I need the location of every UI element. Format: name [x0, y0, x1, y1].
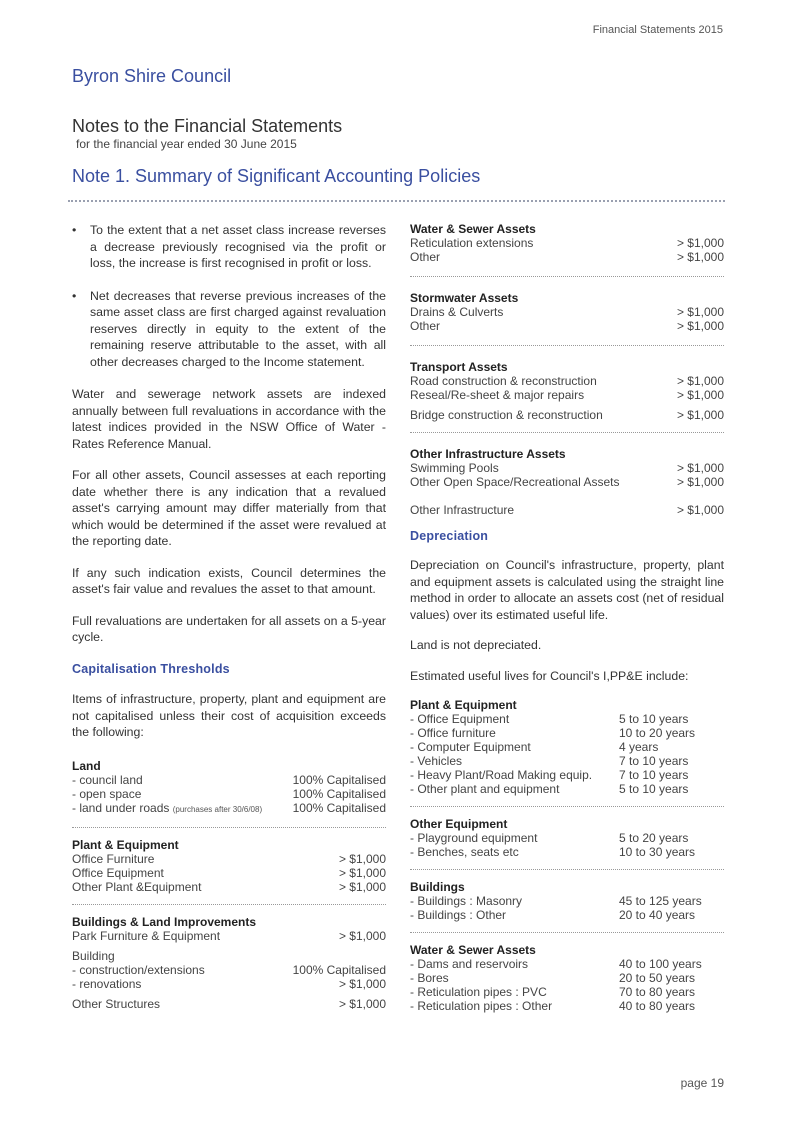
table-row: - Office Equipment 5 to 10 years — [410, 712, 689, 726]
table-row: Other Structures > $1,000 — [72, 996, 386, 1011]
bullet-text: To the extent that a net asset class increase reverses a decrease previously recognised via the profit or loss, the increase is first recognised in profit or loss. — [90, 223, 386, 270]
other-infrastructure-group — [410, 447, 724, 517]
dotted-divider — [410, 345, 724, 346]
council-name: Byron Shire Council — [72, 66, 232, 86]
paragraph: Items of infrastructure, property, plant and equipment are not capitalised unless their cost of acquisition exceeds the following: — [72, 692, 386, 739]
table-row: - Buildings : Other 20 to 40 years — [410, 908, 696, 922]
right-column — [410, 222, 724, 1013]
table-row: - Computer Equipment 4 years — [410, 740, 659, 754]
dotted-divider — [410, 932, 724, 933]
bullet-text: Net decreases that reverse previous increases of the same asset class are first charged against revaluation reserves directly in equity to the extent of the remaining reserve attributable to the asset, with all other decreases charged to the Income statement. — [90, 288, 386, 369]
table-row: - Reticulation pipes : Other 40 to 80 years — [410, 999, 696, 1013]
table-row: - Benches, seats etc 10 to 30 years — [410, 845, 696, 859]
table-row: Office Equipment > $1,000 — [72, 865, 386, 880]
table-row: - Playground equipment 5 to 20 years — [410, 831, 689, 845]
group-heading: Buildings & Land Improvements — [72, 914, 257, 929]
water-threshold-group — [410, 222, 724, 264]
useful-lives-other-equipment-group — [410, 817, 724, 859]
table-row: - Other plant and equipment 5 to 10 years — [410, 782, 689, 796]
section-heading-capitalisation: Capitalisation Thresholds — [72, 661, 230, 676]
stormwater-group — [410, 291, 724, 333]
group-heading: Other Infrastructure Assets — [410, 447, 566, 461]
table-row: Building — [72, 948, 115, 963]
paragraph: Full revaluations are undertaken for all assets on a 5-year cycle. — [72, 613, 386, 644]
table-row: - renovations > $1,000 — [72, 976, 386, 991]
land-group — [72, 759, 386, 817]
table-row: Office Furniture > $1,000 — [72, 851, 386, 866]
paragraph: If any such indication exists, Council determines the asset's fair value and revalues the asset to that amount. — [72, 565, 386, 596]
left-column — [72, 222, 386, 1011]
group-heading: Other Equipment — [410, 817, 508, 831]
group-heading: Plant & Equipment — [72, 837, 179, 852]
group-heading: Stormwater Assets — [410, 291, 519, 305]
group-heading: Transport Assets — [410, 360, 508, 374]
useful-lives-water-group — [410, 943, 724, 1013]
table-row: - Buildings : Masonry 45 to 125 years — [410, 894, 702, 908]
transport-group — [410, 360, 724, 422]
table-row: Other Plant &Equipment > $1,000 — [72, 879, 386, 894]
buildings-group — [72, 915, 386, 1011]
paragraph: Estimated useful lives for Council's I,PP&E include: — [410, 668, 689, 683]
table-row: Road construction & reconstruction > $1,000 — [410, 374, 724, 388]
table-row: - Dams and reservoirs 40 to 100 years — [410, 957, 702, 971]
document-header-label: Financial Statements 2015 — [592, 24, 723, 36]
title-divider — [68, 200, 725, 202]
paragraph: Depreciation on Council's infrastructure, property, plant and equipment assets is calculated using the straight line method in order to allocate an assets cost (net of residual values) over its estimated useful life. — [410, 558, 724, 622]
dotted-divider — [72, 827, 386, 828]
useful-lives-buildings-group — [410, 880, 724, 922]
note-title: Note 1. Summary of Significant Accounting Policies — [72, 166, 481, 186]
table-row: Drains & Culverts > $1,000 — [410, 305, 724, 319]
bullet-dot-icon: • — [72, 223, 77, 237]
paragraph: Water and sewerage network assets are indexed annually between full revaluations in accordance with the latest indices provided in the NSW Office of Water - Rates Reference Manual. — [72, 387, 386, 451]
table-row: - open space 100% Capitalised — [72, 786, 386, 801]
table-row: - Bores 20 to 50 years — [410, 971, 696, 985]
dotted-divider — [410, 806, 724, 807]
section-heading-depreciation: Depreciation — [410, 529, 489, 543]
table-row: Swimming Pools > $1,000 — [410, 461, 724, 475]
paragraph: Land is not depreciated. — [410, 638, 542, 652]
table-row: - Reticulation pipes : PVC 70 to 80 years — [410, 985, 696, 999]
dotted-divider — [410, 869, 724, 870]
table-row: Reticulation extensions > $1,000 — [410, 236, 724, 250]
table-row: Bridge construction & reconstruction > $1,000 — [410, 408, 724, 422]
table-row: - council land 100% Capitalised — [72, 772, 386, 787]
notes-title: Notes to the Financial Statements — [72, 116, 343, 136]
page-number: page 19 — [680, 1076, 724, 1090]
group-heading: Buildings — [410, 880, 465, 894]
bullet-item — [72, 288, 386, 371]
group-heading: Land — [72, 758, 101, 773]
table-row: - Vehicles 7 to 10 years — [410, 754, 689, 768]
group-heading: Plant & Equipment — [410, 698, 517, 712]
dotted-divider — [72, 904, 386, 905]
dotted-divider — [410, 432, 724, 433]
group-heading: Water & Sewer Assets — [410, 222, 536, 236]
bullet-item — [72, 222, 386, 272]
notes-subtitle: for the financial year ended 30 June 2015 — [76, 137, 297, 151]
table-row: Other Infrastructure > $1,000 — [410, 503, 724, 517]
table-row: - Heavy Plant/Road Making equip. 7 to 10 years — [410, 768, 689, 782]
table-row: Other Open Space/Recreational Assets > $1,000 — [410, 475, 724, 489]
table-row: Park Furniture & Equipment > $1,000 — [72, 928, 386, 943]
group-heading: Water & Sewer Assets — [410, 943, 536, 957]
table-row: Other > $1,000 — [410, 250, 724, 264]
useful-lives-plant-group — [410, 698, 724, 796]
paragraph: For all other assets, Council assesses at each reporting date whether there is any indication that a revalued asset's carrying amount may differ materially from that which would be determined if the asset were revalued at the reporting date. — [72, 468, 386, 548]
table-row: Reseal/Re-sheet & major repairs > $1,000 — [410, 388, 724, 402]
bullet-dot-icon: • — [72, 288, 77, 303]
dotted-divider — [410, 276, 724, 277]
table-row: - Office furniture 10 to 20 years — [410, 726, 696, 740]
plant-group — [72, 838, 386, 894]
table-row: Other > $1,000 — [410, 319, 724, 333]
table-row: - land under roads (purchases after 30/6/08) 100% Capitalised — [72, 800, 386, 815]
table-row: - construction/extensions 100% Capitalised — [72, 962, 386, 977]
